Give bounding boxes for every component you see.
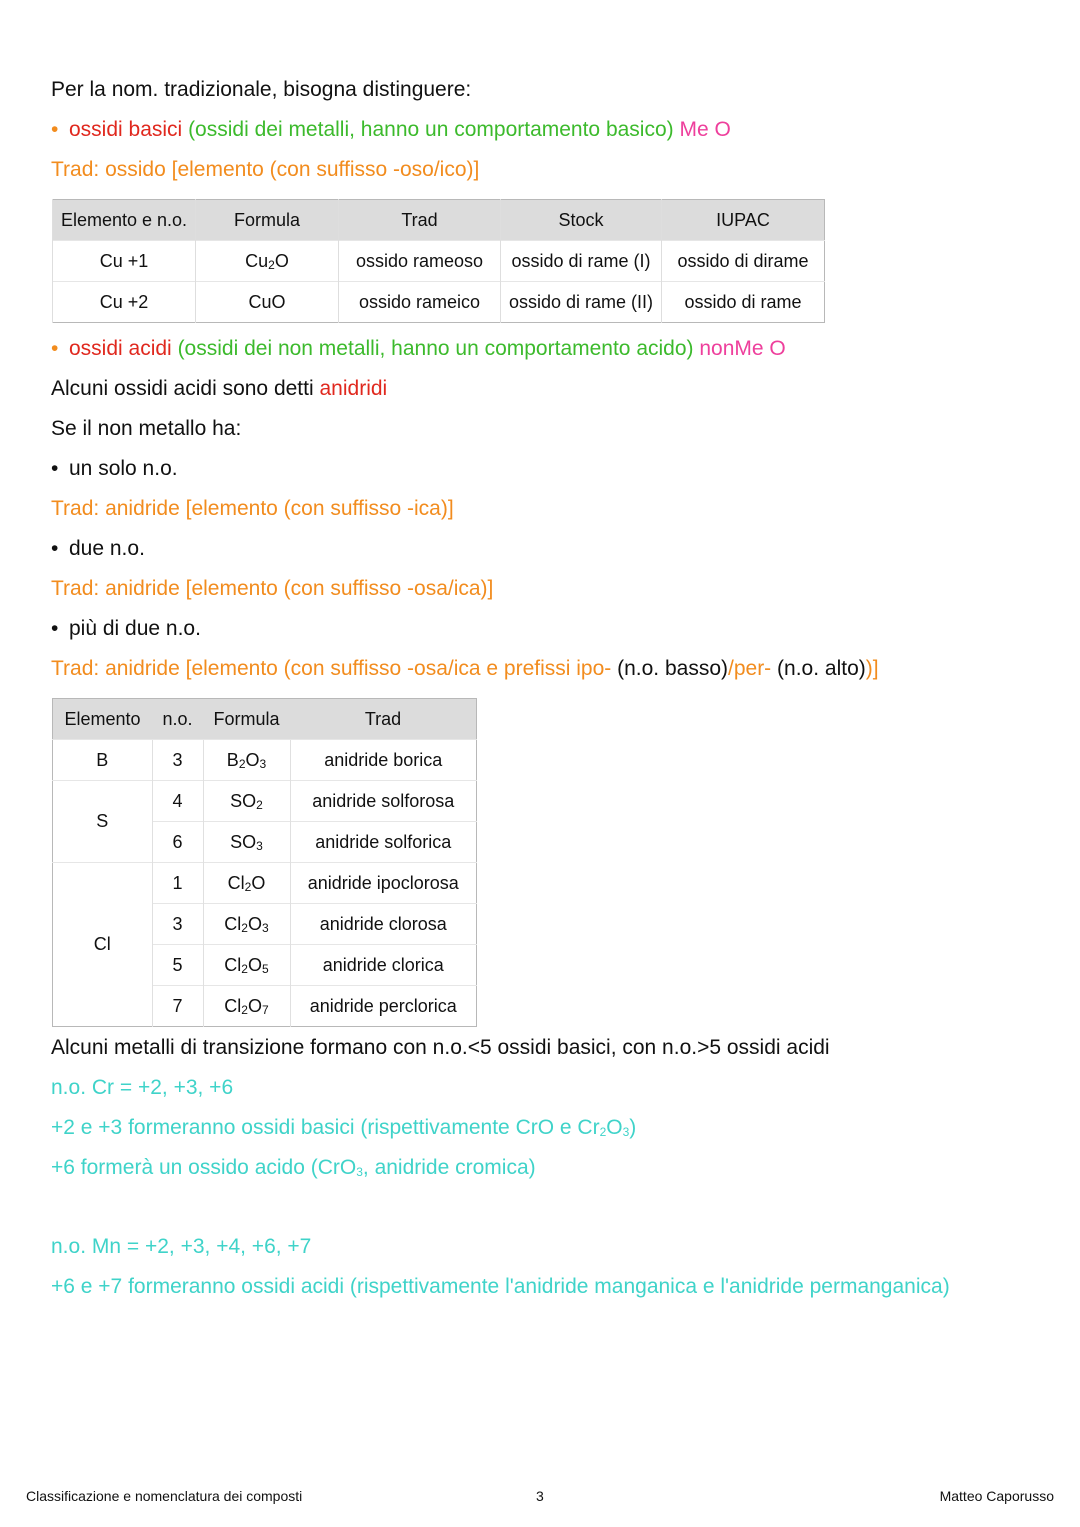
cell-formula: $Cl_2O_3$ xyxy=(203,904,290,945)
cell-trad: anidride solforosa xyxy=(290,781,477,822)
cell-iupac: ossido di dirame xyxy=(662,241,825,282)
cell-formula: $SO_2$ xyxy=(203,781,290,822)
table-row xyxy=(53,282,825,323)
cell-iupac: ossido di rame xyxy=(662,282,825,323)
mn-no: n.o. Mn = +2, +3, +4, +6, +7 xyxy=(51,1235,312,1258)
table-header: Trad xyxy=(290,699,477,740)
trad-two-no: Trad: anidride [elemento (con suffisso -osa/ica)] xyxy=(51,577,494,600)
anidridi-term: anidridi xyxy=(319,377,388,400)
footer-title: Classificazione e nomenclatura dei composti xyxy=(26,1488,303,1504)
cell-no: 3 xyxy=(152,740,203,781)
table-header: Elemento xyxy=(53,699,153,740)
table-header: n.o. xyxy=(152,699,203,740)
table-header: Elemento e n.o. xyxy=(53,200,196,241)
bullet: • xyxy=(51,337,59,360)
cell-stock: ossido di rame (II) xyxy=(501,282,662,323)
ossidi-acidi-formula: nonMe O xyxy=(699,337,786,360)
cell-no: 3 xyxy=(152,904,203,945)
table-header: Formula xyxy=(196,200,339,241)
transizione-text: Alcuni metalli di transizione formano con n.o.<5 ossidi basici, con n.o.>5 ossidi acidi xyxy=(51,1036,830,1059)
se-non-metallo: Se il non metallo ha: xyxy=(51,417,242,440)
cell-elemento: Cu +2 xyxy=(53,282,196,323)
cell-trad: anidride ipoclorosa xyxy=(290,863,477,904)
intro-text: Per la nom. tradizionale, bisogna distinguere: xyxy=(51,78,472,101)
footer-author: Matteo Caporusso xyxy=(939,1488,1054,1504)
ossidi-acidi-term: ossidi acidi xyxy=(69,337,172,360)
case-two-no: • due n.o. xyxy=(51,537,145,560)
cell-trad: anidride solforica xyxy=(290,822,477,863)
ossidi-acidi-line xyxy=(51,336,786,362)
cell-elemento: Cl xyxy=(53,863,153,1027)
cell-elemento: Cu +1 xyxy=(53,241,196,282)
cell-formula: $Cl_2O_5$ xyxy=(203,945,290,986)
cell-formula: $Cu_2O$ xyxy=(196,241,339,282)
table-row xyxy=(53,863,477,904)
bullet: • xyxy=(51,118,59,141)
cell-formula: $Cl_2O$ xyxy=(203,863,290,904)
table-row xyxy=(53,781,477,822)
cell-trad: ossido rameoso xyxy=(339,241,501,282)
cell-elemento: B xyxy=(53,740,153,781)
cell-formula: CuO xyxy=(196,282,339,323)
case-more-no: • più di due n.o. xyxy=(51,617,201,640)
cell-no: 6 xyxy=(152,822,203,863)
cr-no: n.o. Cr = +2, +3, +6 xyxy=(51,1076,234,1099)
case-one-no: • un solo n.o. xyxy=(51,457,178,480)
table-row xyxy=(53,241,825,282)
page-number: 3 xyxy=(536,1488,544,1504)
table-header: Trad xyxy=(339,200,501,241)
cell-formula: $B_2O_3$ xyxy=(203,740,290,781)
cell-trad: ossido rameico xyxy=(339,282,501,323)
anidridi-table xyxy=(52,698,477,1027)
ossidi-acidi-desc: (ossidi dei non metalli, hanno un comportamento acido) xyxy=(177,337,694,360)
cell-elemento: S xyxy=(53,781,153,863)
ossidi-basici-line xyxy=(51,117,731,143)
cell-no: 7 xyxy=(152,986,203,1027)
table-row xyxy=(53,740,477,781)
mn-acidi: +6 e +7 formeranno ossidi acidi (rispettivamente l'anidride manganica e l'anidride permanganica) xyxy=(51,1275,950,1298)
anidridi-line: Alcuni ossidi acidi sono detti anidridi xyxy=(51,377,388,400)
cell-stock: ossido di rame (I) xyxy=(501,241,662,282)
cell-trad: anidride clorica xyxy=(290,945,477,986)
cell-no: 1 xyxy=(152,863,203,904)
table-header: IUPAC xyxy=(662,200,825,241)
cell-no: 5 xyxy=(152,945,203,986)
trad-one-no: Trad: anidride [elemento (con suffisso -ica)] xyxy=(51,497,454,520)
table-header: Formula xyxy=(203,699,290,740)
ossidi-basici-formula: Me O xyxy=(679,118,731,141)
cell-trad: anidride clorosa xyxy=(290,904,477,945)
cr-acido: +6 formerà un ossido acido (CrO$_3$, anidride cromica) xyxy=(51,1156,536,1179)
cell-no: 4 xyxy=(152,781,203,822)
table-header: Stock xyxy=(501,200,662,241)
ossidi-basici-trad: Trad: ossido [elemento (con suffisso -oso/ico)] xyxy=(51,158,480,181)
cell-trad: anidride perclorica xyxy=(290,986,477,1027)
cr-basici: +2 e +3 formeranno ossidi basici (rispettivamente CrO e $Cr_2O_3$) xyxy=(51,1116,637,1139)
trad-more-no: Trad: anidride [elemento (con suffisso -osa/ica e prefissi ipo- (n.o. basso)/per- (n.o. alto))] xyxy=(51,657,879,680)
ossidi-basici-desc: (ossidi dei metalli, hanno un comportamento basico) xyxy=(188,118,674,141)
ossidi-basici-table xyxy=(52,199,825,323)
ossidi-basici-term: ossidi basici xyxy=(69,118,183,141)
cell-formula: $Cl_2O_7$ xyxy=(203,986,290,1027)
cell-trad: anidride borica xyxy=(290,740,477,781)
cell-formula: $SO_3$ xyxy=(203,822,290,863)
